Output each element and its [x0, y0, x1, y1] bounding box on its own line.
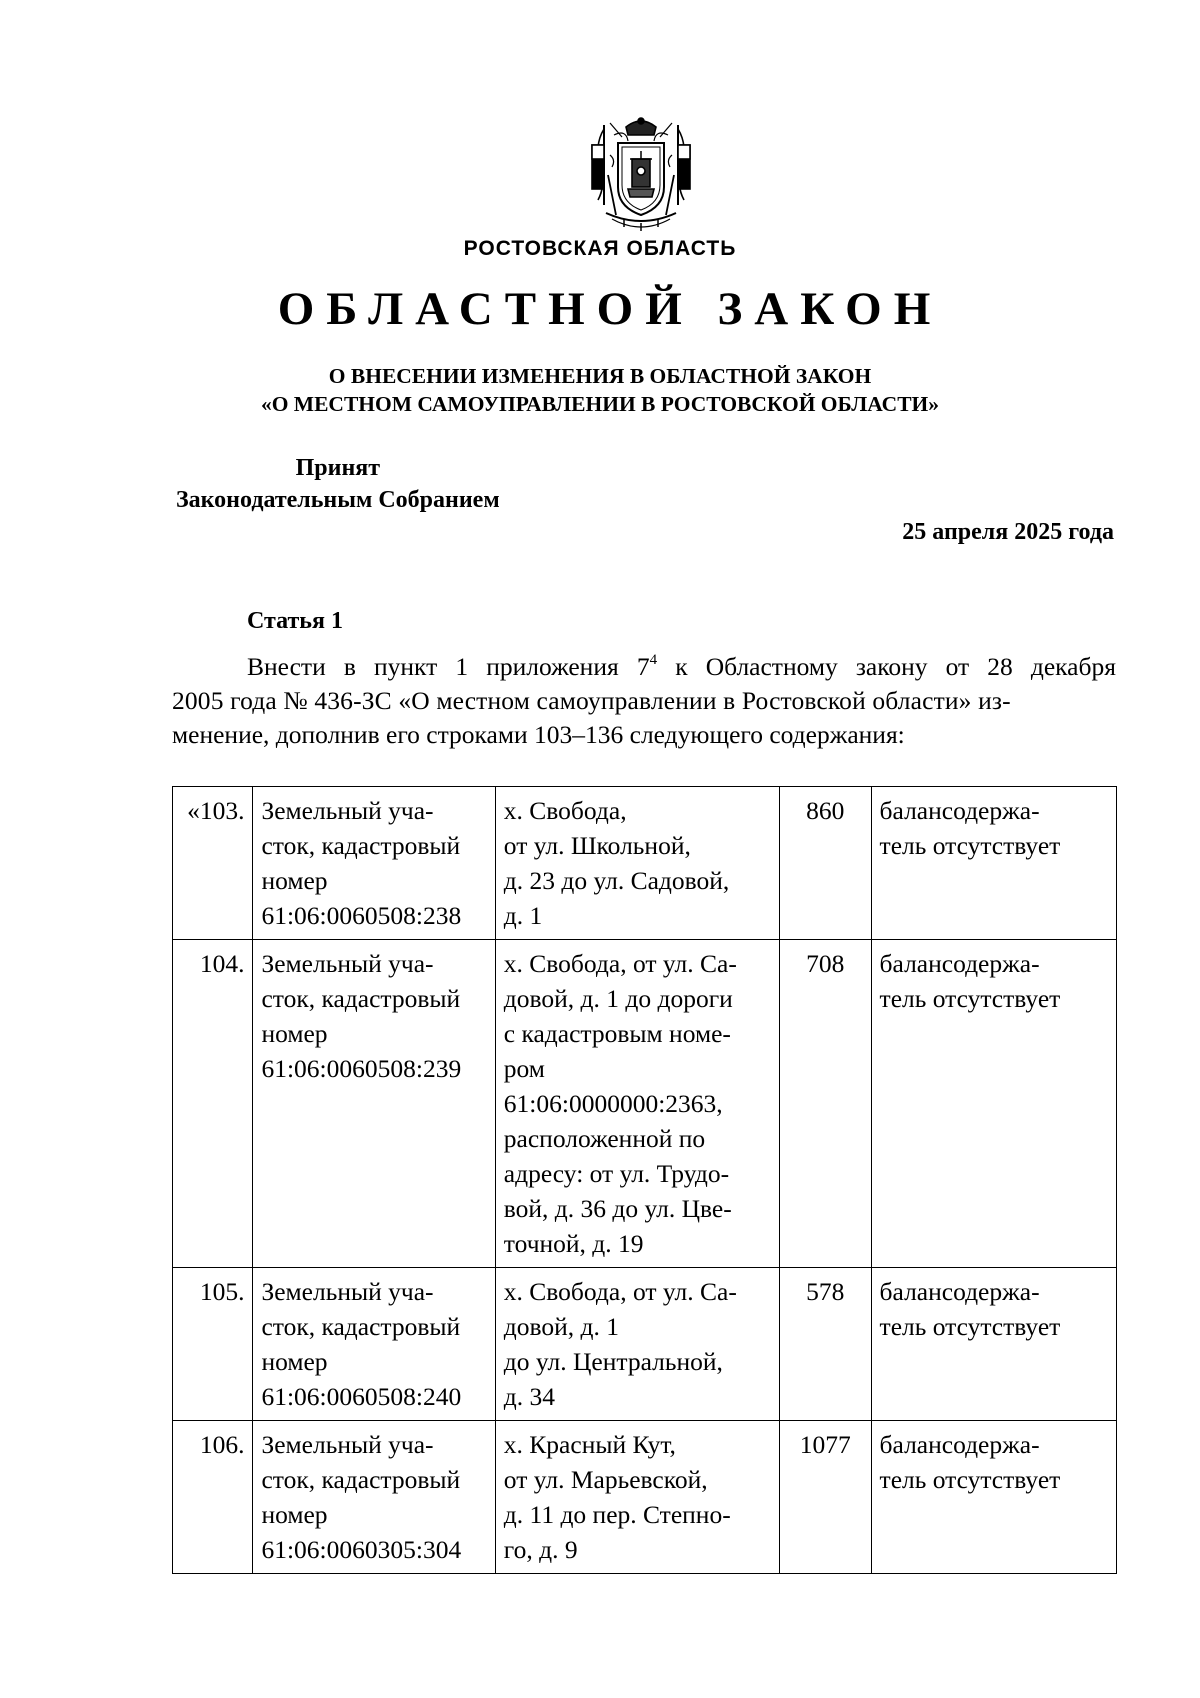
adoption-date: 25 апреля 2025 года [902, 519, 1114, 545]
address-cell [495, 787, 779, 940]
land-plots-table [172, 786, 1117, 1574]
addr-line: от ул. Школьной, [503, 831, 691, 860]
law-title-line: «О МЕСТНОМ САМОУПРАВЛЕНИИ В РОСТОВСКОЙ ОБЛАСТИ» [260, 392, 940, 416]
coat-of-arms-icon [586, 115, 696, 235]
addr-line: ром [503, 1054, 545, 1083]
row-number-cell [173, 787, 253, 940]
addr-line: го, д. 9 [503, 1535, 578, 1564]
desc-line: 61:06:0060305:304 [261, 1535, 462, 1564]
desc-line: 61:06:0060508:238 [261, 901, 462, 930]
holder-line: балансодержа- [879, 949, 1040, 978]
holder-line: балансодержа- [879, 796, 1040, 825]
addr-line: д. 11 до пер. Степно- [503, 1500, 731, 1529]
length-value: 708 [806, 949, 845, 978]
word: от [945, 652, 970, 681]
adopted-label: Принят [295, 455, 381, 481]
length-cell [779, 940, 871, 1268]
word: к [675, 652, 688, 681]
address-cell [495, 940, 779, 1268]
article-line-1 [172, 650, 1116, 684]
desc-line: сток, кадастровый [261, 1465, 461, 1494]
addr-line: д. 23 до ул. Садовой, [503, 866, 730, 895]
addr-line: точной, д. 19 [503, 1229, 644, 1258]
table-row [173, 1268, 1117, 1421]
holder-line: тель отсутствует [879, 1465, 1061, 1494]
description-cell [253, 787, 495, 940]
length-value: 860 [806, 796, 845, 825]
law-title-line: О ВНЕСЕНИИ ИЗМЕНЕНИЯ В ОБЛАСТНОЙ ЗАКОН [328, 364, 872, 388]
desc-line: Земельный уча- [261, 1277, 434, 1306]
desc-line: номер [261, 866, 328, 895]
description-cell [253, 1421, 495, 1574]
holder-line: балансодержа- [879, 1430, 1040, 1459]
holder-line: тель отсутствует [879, 984, 1061, 1013]
addr-line: до ул. Центральной, [503, 1347, 723, 1376]
desc-line: сток, кадастровый [261, 984, 461, 1013]
addr-line: расположенной по [503, 1124, 706, 1153]
holder-cell [871, 787, 1116, 940]
table-row [173, 1421, 1117, 1574]
holder-line: балансодержа- [879, 1277, 1040, 1306]
row-number: 106. [199, 1430, 245, 1459]
desc-line: номер [261, 1347, 328, 1376]
length-cell [779, 1421, 871, 1574]
adoption-block [176, 455, 500, 516]
article-body [172, 650, 1116, 752]
desc-line: Земельный уча- [261, 796, 434, 825]
appendix-base: 7 [636, 652, 650, 681]
article-line-2: 2005 года № 436-ЗС «О местном самоуправлении в Ростовской области» из- [172, 686, 1011, 715]
length-cell [779, 1268, 871, 1421]
addr-line: довой, д. 1 [503, 1312, 620, 1341]
row-number-cell [173, 940, 253, 1268]
addr-line: х. Свобода, от ул. Са- [503, 949, 737, 978]
word: закону [855, 652, 928, 681]
desc-line: Земельный уча- [261, 1430, 434, 1459]
addr-line: д. 1 [503, 901, 543, 930]
description-cell [253, 940, 495, 1268]
word: Внести [247, 652, 326, 681]
word: декабря [1030, 652, 1116, 681]
addr-line: адресу: от ул. Трудо- [503, 1159, 730, 1188]
holder-cell [871, 1421, 1116, 1574]
addr-line: с кадастровым номе- [503, 1019, 731, 1048]
article-heading: Статья 1 [247, 608, 343, 634]
article-line-3: менение, дополнив его строками 103–136 следующего содержания: [172, 720, 905, 749]
length-cell [779, 787, 871, 940]
description-cell [253, 1268, 495, 1421]
row-number: 104. [199, 949, 245, 978]
row-number: 105. [199, 1277, 245, 1306]
addr-line: х. Свобода, от ул. Са- [503, 1277, 737, 1306]
desc-line: сток, кадастровый [261, 1312, 461, 1341]
addr-line: 61:06:0000000:2363, [503, 1089, 723, 1118]
desc-line: 61:06:0060508:240 [261, 1382, 462, 1411]
holder-cell [871, 940, 1116, 1268]
addr-line: х. Свобода, [503, 796, 627, 825]
desc-line: номер [261, 1500, 328, 1529]
addr-line: х. Красный Кут, [503, 1430, 676, 1459]
region-name: РОСТОВСКАЯ ОБЛАСТЬ [463, 237, 737, 260]
length-value: 578 [806, 1277, 845, 1306]
row-number-cell [173, 1268, 253, 1421]
law-type-heading: ОБЛАСТНОЙ ЗАКОН [277, 283, 943, 335]
address-cell [495, 1268, 779, 1421]
desc-line: Земельный уча- [261, 949, 434, 978]
addr-line: д. 34 [503, 1382, 556, 1411]
addr-line: довой, д. 1 до дороги [503, 984, 733, 1013]
appendix-number [637, 650, 657, 684]
word: в [343, 652, 356, 681]
desc-line: 61:06:0060508:239 [261, 1054, 462, 1083]
word: Областному [705, 652, 838, 681]
row-number: «103. [187, 796, 245, 825]
desc-line: сток, кадастровый [261, 831, 461, 860]
holder-line: тель отсутствует [879, 1312, 1061, 1341]
addr-line: вой, д. 36 до ул. Цве- [503, 1194, 732, 1223]
appendix-superscript: 4 [649, 651, 658, 668]
table-row [173, 940, 1117, 1268]
holder-line: тель отсутствует [879, 831, 1061, 860]
word: 1 [455, 652, 469, 681]
holder-cell [871, 1268, 1116, 1421]
word: 28 [987, 652, 1013, 681]
address-cell [495, 1421, 779, 1574]
row-number-cell [173, 1421, 253, 1574]
word: приложения [486, 652, 619, 681]
table-row [173, 787, 1117, 940]
word: пункт [373, 652, 438, 681]
addr-line: от ул. Марьевской, [503, 1465, 708, 1494]
desc-line: номер [261, 1019, 328, 1048]
length-value: 1077 [799, 1430, 851, 1459]
law-title [0, 362, 1200, 418]
adopting-body: Законодательным Собранием [176, 487, 500, 513]
